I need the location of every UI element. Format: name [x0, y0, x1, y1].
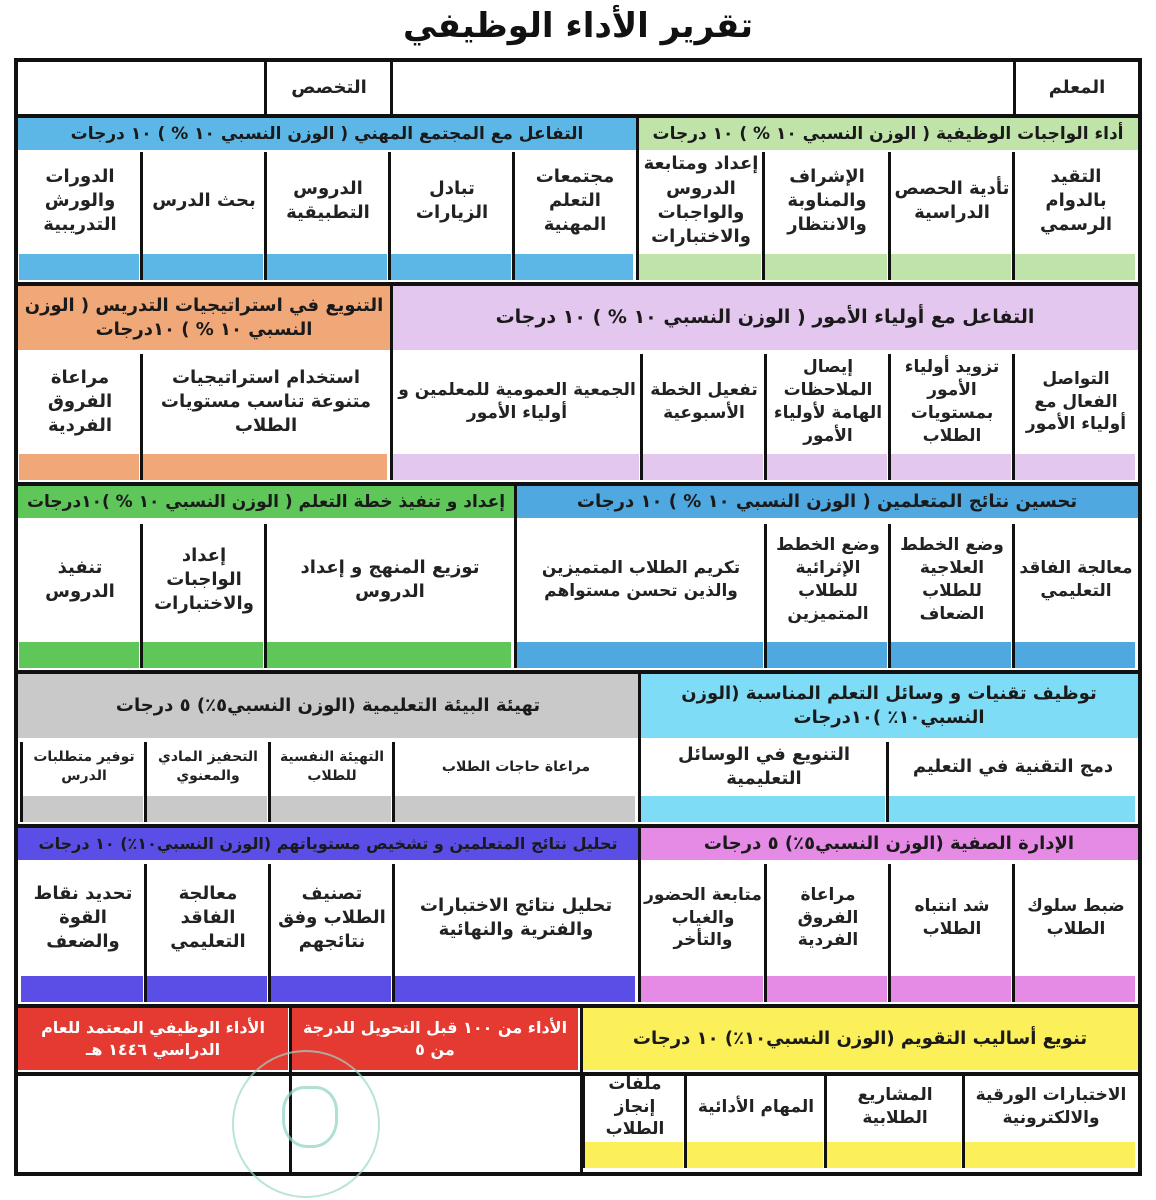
s2-score-bar — [515, 254, 633, 280]
s1-item — [764, 152, 890, 250]
column-divider — [264, 62, 267, 114]
s2-item-text: مجتمعات التعلم المهنية — [535, 165, 615, 236]
s1-item — [1014, 152, 1138, 250]
s9-score-bar — [1015, 976, 1135, 1002]
s8-item-text: التهيئة النفسية للطلاب — [279, 749, 385, 784]
s5-item-text: وضع الخطط الإثرائية للطلاب المتميزين — [776, 535, 880, 624]
s3-item-text: الجمعية العمومية للمعلمين و أولياء الأمور — [398, 380, 636, 423]
s3-item-text: إيصال الملاحظات الهامة لأولياء الأمور — [773, 357, 883, 446]
s7-item — [888, 742, 1138, 792]
s3-item-text: تفعيل الخطة الأسبوعية — [650, 380, 758, 423]
column-divider — [390, 62, 393, 114]
s5-item-text: وضع الخطط العلاجية للطلاب الضعاف — [900, 535, 1004, 624]
s8-score-bar — [395, 796, 635, 822]
s11-score-bar — [965, 1142, 1135, 1168]
s7-item-text: التنويع في الوسائل التعليمية — [678, 743, 850, 789]
s1-score-bar — [639, 254, 761, 280]
s9-item — [890, 864, 1014, 972]
s11-item — [686, 1076, 826, 1138]
specialty-label — [266, 64, 392, 112]
s7-score-bar — [889, 796, 1135, 822]
page-title: تقرير الأداء الوظيفي — [403, 6, 753, 46]
column-divider — [514, 486, 517, 668]
s5-item-text: معالجة الفاقد التعليمي — [1019, 558, 1133, 601]
s2-title-text: التفاعل مع المجتمع المهني ( الوزن النسبي ١٠ % ) ١٠ درجات — [70, 123, 584, 144]
s3-item — [766, 354, 890, 450]
specialty-label-text: التخصص — [291, 76, 367, 98]
s6-title — [18, 486, 514, 518]
s7-item — [640, 742, 888, 792]
s9-item-text: مراعاة الفروق الفردية — [797, 884, 859, 951]
s2-score-bar — [391, 254, 511, 280]
s4-title-text: التنويع في استراتيجيات التدريس ( الوزن النسبي ١٠ % ) ١٠درجات — [24, 294, 384, 340]
teacher-label-text: المعلم — [1048, 76, 1106, 98]
final-approved-score — [18, 1008, 288, 1070]
s10-item-text: تحديد نقاط القوة والضعف — [33, 882, 133, 953]
s3-title-text: التفاعل مع أولياء الأمور ( الوزن النسبي ١٠ % ) ١٠ درجات — [495, 306, 1035, 329]
s3-item — [392, 354, 642, 450]
s3-item — [1014, 354, 1138, 450]
s3-item — [642, 354, 766, 450]
s8-title-text: تهيئة البيئة التعليمية (الوزن النسبي٥٪) ٥ درجات — [115, 694, 541, 716]
s8-item — [270, 742, 394, 792]
s5-item-text: تكريم الطلاب المتميزين والذين تحسن مستواهم — [541, 558, 741, 601]
s4-score-bar — [143, 454, 387, 480]
s6-item — [142, 524, 266, 636]
s1-item-text: الإشراف والمناوبة والانتظار — [787, 165, 867, 236]
s10-score-bar — [395, 976, 635, 1002]
s2-item — [390, 152, 514, 250]
s8-item — [22, 742, 146, 792]
s9-score-bar — [767, 976, 887, 1002]
s5-item — [890, 524, 1014, 636]
s3-score-bar — [891, 454, 1011, 480]
s11-item — [964, 1076, 1138, 1138]
s2-item — [514, 152, 636, 250]
column-divider — [582, 1076, 585, 1168]
s10-title-text: تحليل نتائج المتعلمين و تشخيص مستوياتهم (الوزن النسبي١٠٪) ١٠ درجات — [38, 834, 618, 854]
column-divider — [1013, 62, 1016, 114]
column-divider — [20, 742, 23, 822]
s7-title — [640, 674, 1138, 738]
s6-item-text: توزيع المنهج و إعداد الدروس — [300, 556, 480, 602]
s8-score-bar — [271, 796, 391, 822]
s8-item-text: توفير متطلبات الدرس — [33, 749, 135, 784]
s1-item — [638, 152, 764, 250]
s9-item — [766, 864, 890, 972]
s9-title — [640, 828, 1138, 860]
s1-score-bar — [765, 254, 887, 280]
s8-item — [394, 742, 638, 792]
s1-item-text: التقيد بالدوام الرسمي — [1039, 165, 1113, 236]
s5-score-bar — [517, 642, 763, 668]
s6-score-bar — [19, 642, 139, 668]
s7-score-bar — [641, 796, 885, 822]
s2-item — [142, 152, 266, 250]
s11-item-text: ملفات إنجاز الطلاب — [605, 1076, 665, 1138]
s3-score-bar — [767, 454, 887, 480]
s8-score-bar — [23, 796, 143, 822]
s9-score-bar — [641, 976, 763, 1002]
s5-score-bar — [891, 642, 1011, 668]
s4-item — [142, 354, 390, 450]
s4-score-bar — [19, 454, 139, 480]
s11-score-bar — [585, 1142, 683, 1168]
s5-score-bar — [1015, 642, 1135, 668]
s6-title-text: إعداد و تنفيذ خطة التعلم ( الوزن النسبي ١٠ % )١٠درجات — [26, 491, 506, 512]
s6-score-bar — [143, 642, 263, 668]
s10-item — [270, 864, 394, 972]
s2-score-bar — [19, 254, 139, 280]
s7-title-text: توظيف تقنيات و وسائل التعلم المناسبة (الوزن النسبي١٠٪ )١٠درجات — [681, 682, 1097, 728]
s4-title — [18, 286, 390, 350]
watermark-logo — [232, 1050, 380, 1198]
s10-item-text: تحليل نتائج الاختبارات والفترية والنهائية — [419, 894, 613, 940]
s4-item-text: مراعاة الفروق الفردية — [47, 366, 113, 437]
s2-item — [266, 152, 390, 250]
s10-title — [18, 828, 638, 860]
s11-item — [826, 1076, 964, 1138]
s2-item-text: تبادل الزيارات — [415, 177, 489, 223]
s3-score-bar — [1015, 454, 1135, 480]
s6-item — [266, 524, 514, 636]
s3-item — [890, 354, 1014, 450]
s1-score-bar — [1015, 254, 1135, 280]
s11-title — [582, 1008, 1138, 1070]
s11-item-text: المهام الأدائية — [697, 1096, 815, 1117]
final-approved-score-text: الأداء الوظيفي المعتمد للعام الدراسي ١٤٤٦ هـ — [41, 1018, 265, 1059]
s2-score-bar — [143, 254, 263, 280]
s8-item — [146, 742, 270, 792]
s6-item-text: إعداد الواجبات والاختبارات — [154, 544, 254, 615]
s4-item-text: استخدام استراتيجيات متنوعة تناسب مستويات الطلاب — [160, 366, 372, 437]
s11-item — [584, 1076, 686, 1138]
s9-item-text: شد انتباه الطلاب — [914, 896, 990, 939]
s9-item — [640, 864, 766, 972]
s2-item-text: الدروس التطبيقية — [286, 177, 370, 223]
s4-item — [18, 354, 142, 450]
s3-score-bar — [393, 454, 639, 480]
s7-item-text: دمج التقنية في التعليم — [912, 755, 1114, 777]
s3-item-text: التواصل الفعال مع أولياء الأمور — [1025, 368, 1127, 435]
s10-score-bar — [271, 976, 391, 1002]
s10-item-text: معالجة الفاقد التعليمي — [170, 882, 246, 953]
s9-item-text: متابعة الحضور والغياب والتأخر — [644, 884, 762, 951]
s9-title-text: الإدارة الصفية (الوزن النسبي٥٪) ٥ درجات — [703, 832, 1075, 854]
s11-title-text: تنويع أساليب التقويم (الوزن النسبي١٠٪) ١٠ درجات — [632, 1027, 1088, 1049]
s11-score-bar — [827, 1142, 961, 1168]
s1-item-text: تأدية الحصص الدراسية — [894, 177, 1010, 223]
s10-item — [20, 864, 146, 972]
s10-item — [146, 864, 270, 972]
s9-item — [1014, 864, 1138, 972]
s2-score-bar — [267, 254, 387, 280]
s8-item-text: التحفيز المادي والمعنوي — [158, 749, 258, 784]
s8-title — [18, 674, 638, 738]
s5-item — [1014, 524, 1138, 636]
s3-item-text: تزويد أولياء الأمور بمستويات الطلاب — [904, 357, 1000, 446]
s1-item-text: إعداد ومتابعة الدروس والواجبات والاختبارات — [643, 153, 759, 248]
s6-item — [18, 524, 142, 636]
s5-title — [516, 486, 1138, 518]
s5-item — [766, 524, 890, 636]
s1-title — [638, 118, 1138, 150]
s2-item — [18, 152, 142, 250]
specialty-value-field — [18, 64, 266, 112]
s6-item-text: تنفيذ الدروس — [45, 556, 115, 602]
teacher-label — [1016, 64, 1138, 112]
s1-item — [890, 152, 1014, 250]
s11-item-text: الاختبارات الورقية والالكترونية — [975, 1085, 1127, 1128]
column-divider — [638, 674, 641, 822]
s9-item-text: ضبط سلوك الطلاب — [1027, 896, 1125, 939]
s1-title-text: أداء الواجبات الوظيفية ( الوزن النسبي ١٠ % ) ١٠ درجات — [652, 123, 1124, 144]
column-divider — [390, 286, 393, 480]
s3-title — [392, 286, 1138, 350]
s10-item — [394, 864, 638, 972]
s9-score-bar — [891, 976, 1011, 1002]
score-before-conversion-text: الأداء من ١٠٠ قبل التحويل للدرجة من ٥ — [302, 1018, 568, 1059]
s8-item-text: مراعاة حاجات الطلاب — [441, 758, 591, 775]
s5-item — [516, 524, 766, 636]
s2-title — [18, 118, 636, 150]
s6-score-bar — [267, 642, 511, 668]
s2-item-text: الدورات والورش التدريبية — [43, 165, 117, 236]
s2-item-text: بحث الدرس — [152, 189, 256, 211]
s10-score-bar — [21, 976, 143, 1002]
s8-score-bar — [147, 796, 267, 822]
column-divider — [636, 118, 639, 280]
column-divider — [638, 828, 641, 1002]
s3-score-bar — [643, 454, 763, 480]
s5-score-bar — [767, 642, 887, 668]
s10-score-bar — [147, 976, 267, 1002]
teacher-value-field — [392, 64, 1016, 112]
s1-score-bar — [891, 254, 1011, 280]
s11-item-text: المشاريع الطلابية — [857, 1085, 933, 1128]
s10-item-text: تصنيف الطلاب وفق نتائجهم — [278, 882, 386, 953]
s11-score-bar — [687, 1142, 823, 1168]
s5-title-text: تحسين نتائج المتعلمين ( الوزن النسبي ١٠ % ) ١٠ درجات — [576, 490, 1078, 512]
